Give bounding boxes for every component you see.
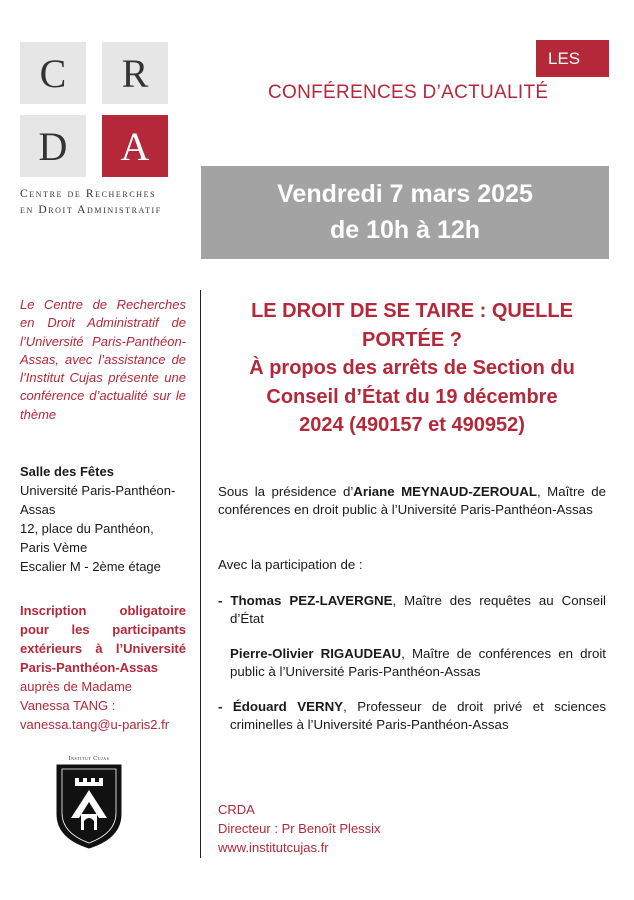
conference-topic bbox=[212, 297, 612, 440]
logo-letter-r: R bbox=[102, 42, 168, 104]
venue-line: 12, place du Panthéon, bbox=[20, 521, 154, 536]
venue-line: Université Paris-Panthéon- bbox=[20, 483, 176, 498]
logo-subtitle bbox=[20, 186, 162, 218]
topic-line: 2024 (490157 et 490952) bbox=[299, 414, 525, 436]
footer-director: Directeur : Pr Benoît Plessix bbox=[218, 821, 381, 836]
speaker-role: , Maître des requêtes au Conseil d’État bbox=[230, 593, 607, 626]
speaker-item bbox=[218, 592, 606, 627]
topic-line: LE DROIT DE SE TAIRE : QUELLE bbox=[251, 300, 573, 322]
les-badge: LES bbox=[536, 40, 609, 77]
speaker-dash: - bbox=[218, 593, 231, 608]
footer bbox=[218, 800, 381, 857]
registration-contact: auprès de Madame bbox=[20, 679, 133, 694]
speaker-role: , Maître de conférences en droit public à l’Université Paris-Panthéon-Assas bbox=[230, 646, 606, 679]
participation-intro: Avec la participation de : bbox=[218, 557, 363, 572]
logo-subtitle-line1: Centre de Recherches bbox=[20, 188, 157, 200]
column-divider bbox=[200, 290, 201, 858]
contact-name: Vanessa TANG : bbox=[20, 698, 116, 713]
presidency-paragraph bbox=[218, 483, 606, 518]
crest-label: Institut Cujas bbox=[68, 756, 110, 762]
venue-line: Paris Vème bbox=[20, 540, 88, 555]
venue-title: Salle des Fêtes bbox=[20, 464, 114, 479]
institut-cujas-crest bbox=[53, 752, 125, 850]
venue-line: Assas bbox=[20, 502, 56, 517]
date-line: Vendredi 7 mars 2025 bbox=[277, 180, 533, 208]
speaker-name: Pierre-Olivier RIGAUDEAU bbox=[230, 646, 402, 661]
registration-notice: Inscription obligatoire pour les participants extérieurs à l’Université Paris-Panthéon-Assas bbox=[20, 603, 186, 675]
speaker-name: Édouard VERNY bbox=[232, 699, 344, 714]
speaker-dash: - bbox=[218, 699, 233, 714]
speaker-name: Thomas PEZ-LAVERGNE bbox=[230, 593, 393, 608]
venue-line: Escalier M - 2ème étage bbox=[20, 559, 161, 574]
contact-email[interactable]: vanessa.tang@u-paris2.fr bbox=[20, 717, 170, 732]
logo-letter-a: A bbox=[102, 115, 168, 177]
speaker-item bbox=[218, 698, 606, 733]
time-line: de 10h à 12h bbox=[329, 216, 481, 244]
speaker-item bbox=[218, 645, 606, 680]
registration-block bbox=[20, 601, 186, 734]
topic-line: À propos des arrêts de Section du bbox=[249, 357, 575, 379]
footer-org: CRDA bbox=[218, 802, 255, 817]
intro-text: Le Centre de Recherches en Droit Administratif de l’Université Paris-Panthéon-Assas, avec l’assistance de l’Institut Cujas présente une conférence d’actualité sur le thème bbox=[20, 297, 186, 422]
logo-letter-d: D bbox=[20, 115, 86, 177]
speaker-role: , Professeur de droit privé et sciences criminelles à l’Université Paris-Panthéon-Assas bbox=[230, 699, 606, 732]
presidency-prefix: Sous la présidence d’ bbox=[218, 484, 354, 499]
date-banner bbox=[201, 166, 609, 259]
logo-subtitle-line2: en Droit Administratif bbox=[20, 204, 162, 216]
venue-block bbox=[20, 462, 195, 576]
president-role: , Maître de conférences en droit public à l’Université Paris-Panthéon-Assas bbox=[218, 484, 607, 517]
footer-website-link[interactable]: www.institutcujas.fr bbox=[218, 840, 329, 855]
logo-letter-c: C bbox=[20, 42, 86, 104]
topic-line: PORTÉE ? bbox=[361, 328, 462, 351]
topic-line: Conseil d’État du 19 décembre bbox=[266, 385, 558, 408]
conference-series-title: CONFÉRENCES D’ACTUALITÉ bbox=[268, 82, 549, 103]
president-name: Ariane MEYNAUD-ZEROUAL bbox=[353, 484, 538, 499]
